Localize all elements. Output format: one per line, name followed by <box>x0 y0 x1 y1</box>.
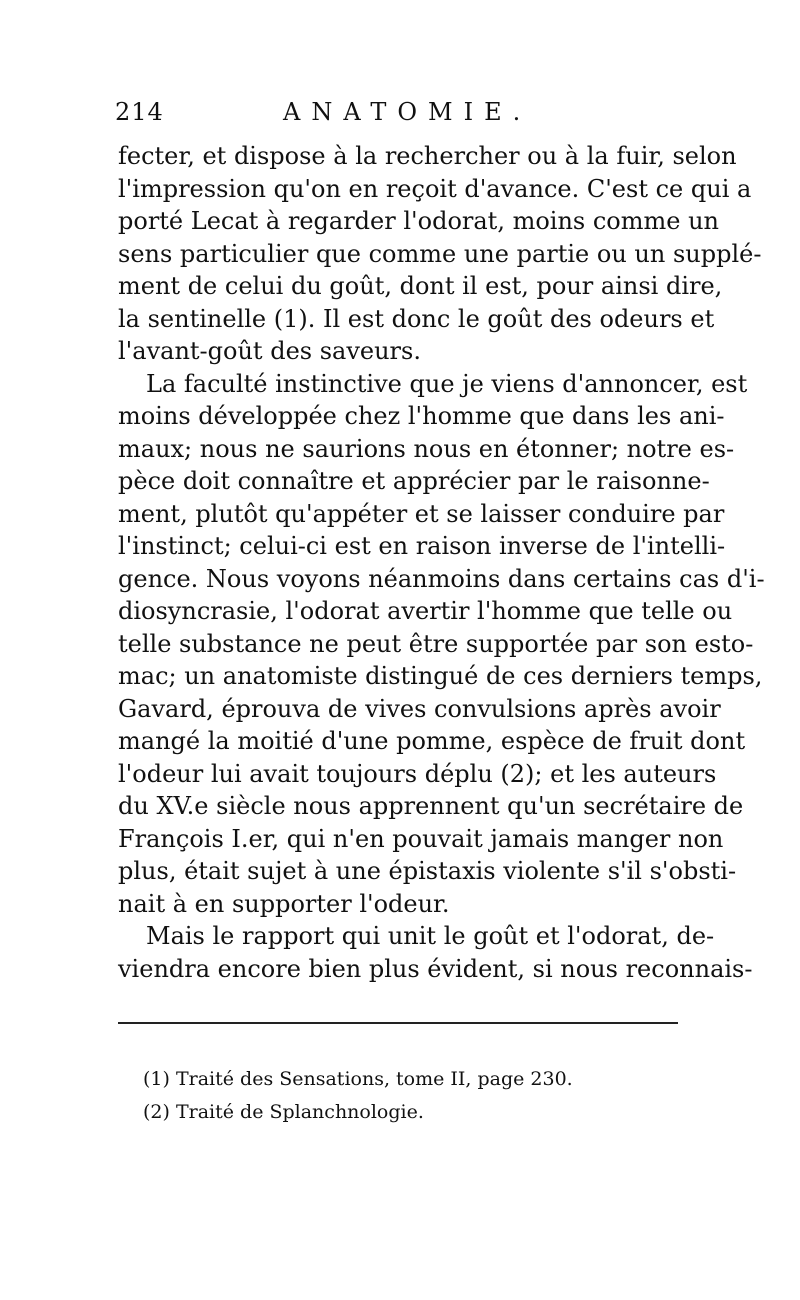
text-line: l'odeur lui avait toujours déplu (2); et les auteurs <box>118 759 717 788</box>
text-line: maux; nous ne saurions nous en étonner; notre es- <box>118 434 735 463</box>
text-line: plus, était sujet à une épistaxis violente s'il s'obsti- <box>118 857 737 885</box>
text-line: pèce doit connaître et apprécier par le raisonne- <box>118 467 710 495</box>
text-line: la sentinelle (1). Il est donc le goût des odeurs et <box>118 304 715 333</box>
text-line: gence. Nous voyons néanmoins dans certains cas d'i- <box>118 564 765 593</box>
text-line: l'instinct; celui-ci est en raison inverse de l'intelli- <box>118 532 726 560</box>
text-line: ment de celui du goût, dont il est, pour ainsi dire, <box>118 272 723 300</box>
footnote-rule <box>118 1022 678 1024</box>
text-line: François I.er, qui n'en pouvait jamais manger non <box>118 824 724 853</box>
text-line: du XV.e siècle nous apprennent qu'un secrétaire de <box>118 792 744 820</box>
text-line: moins développée chez l'homme que dans les ani- <box>118 402 725 430</box>
text-line: Gavard, éprouva de vives convulsions après avoir <box>118 694 721 723</box>
text-line: La faculté instinctive que je viens d'annoncer, est <box>146 369 748 398</box>
text-line: nait à en supporter l'odeur. <box>118 889 450 918</box>
text-line: viendra encore bien plus évident, si nous reconnais- <box>118 954 753 983</box>
text-line: Mais le rapport qui unit le goût et l'odorat, de- <box>146 922 715 950</box>
text-line: mac; un anatomiste distingué de ces derniers temps, <box>118 662 763 690</box>
footnote-1: (1) Traité des Sensations, tome II, page 230. <box>143 1068 573 1090</box>
footnotes <box>143 1063 663 1129</box>
text-line: l'avant-goût des saveurs. <box>118 337 421 365</box>
text-line: l'impression qu'on en reçoit d'avance. C'est ce qui a <box>118 174 752 203</box>
text-line: fecter, et dispose à la rechercher ou à la fuir, selon <box>118 142 737 170</box>
text-line: ment, plutôt qu'appéter et se laisser conduire par <box>118 499 725 528</box>
text-line: diosyncrasie, l'odorat avertir l'homme que telle ou <box>118 597 733 625</box>
text-line: mangé la moitié d'une pomme, espèce de fruit dont <box>118 727 746 755</box>
page-number: 214 <box>115 98 164 126</box>
footnote-2: (2) Traité de Splanchnologie. <box>143 1101 424 1123</box>
text-line: sens particulier que comme une partie ou un supplé- <box>118 239 762 268</box>
running-title: ANATOMIE. <box>283 98 532 126</box>
main-text <box>118 140 765 985</box>
text-line: porté Lecat à regarder l'odorat, moins comme un <box>118 207 720 235</box>
text-line: telle substance ne peut être supportée par son esto- <box>118 629 754 658</box>
page-header <box>115 98 675 138</box>
